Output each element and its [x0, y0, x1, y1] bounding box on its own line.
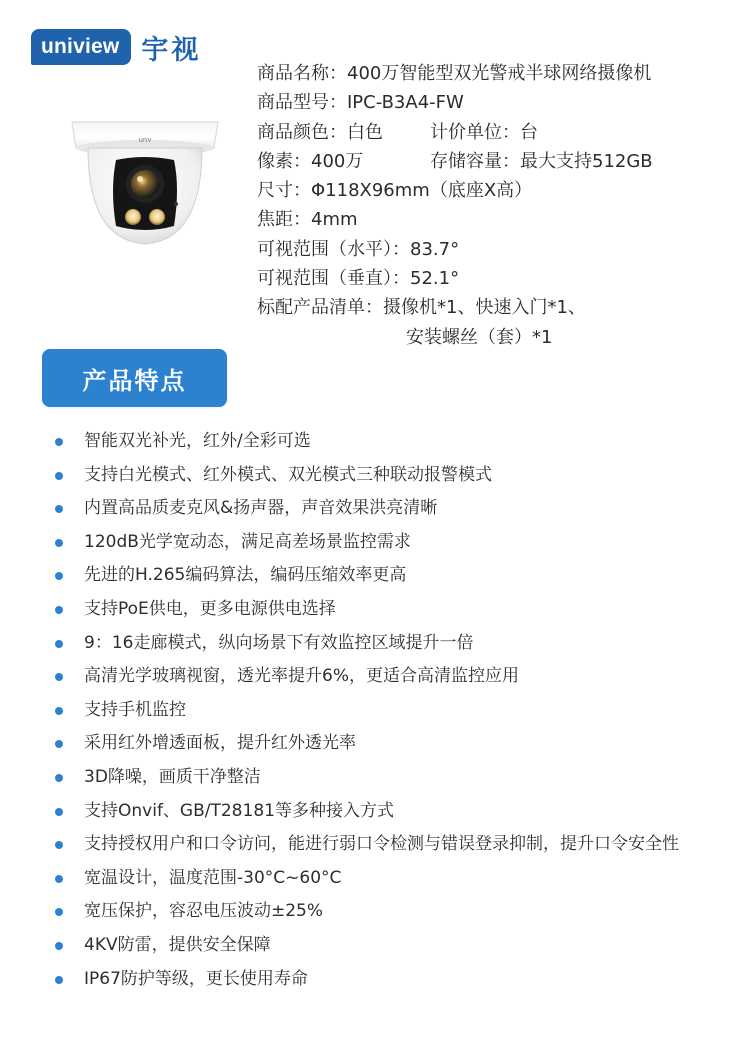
bullet-dot-icon	[55, 539, 63, 547]
feature-text: 先进的H.265编码算法，编码压缩效率更高	[84, 565, 407, 586]
feature-item	[52, 963, 722, 997]
spec-unit: 计价单位：台	[430, 121, 538, 143]
feature-text: 9：16走廊模式，纵向场景下有效监控区域提升一倍	[84, 632, 474, 653]
feature-list	[52, 425, 722, 996]
feature-item	[52, 761, 722, 795]
feature-item	[52, 795, 722, 829]
bullet-dot-icon	[55, 976, 63, 984]
bullet-dot-icon	[55, 505, 63, 513]
bullet-dot-icon	[55, 606, 63, 614]
feature-text: 支持授权用户和口令访问，能进行弱口令检测与错误登录抑制，提升口令安全性	[84, 834, 679, 855]
spec-storage: 存储容量：最大支持512GB	[430, 150, 653, 172]
bullet-dot-icon	[55, 640, 63, 648]
feature-item	[52, 627, 722, 661]
spec-package: 标配产品清单：摄像机*1、快速入门*1、	[257, 297, 586, 319]
feature-item	[52, 727, 722, 761]
brand-logo-badge: uniview	[31, 29, 131, 65]
feature-item	[52, 895, 722, 929]
feature-item	[52, 660, 722, 694]
section-title-features: 产品特点	[42, 349, 227, 407]
feature-item	[52, 459, 722, 493]
bullet-dot-icon	[55, 673, 63, 681]
feature-item	[52, 526, 722, 560]
feature-item	[52, 828, 722, 862]
bullet-dot-icon	[55, 572, 63, 580]
brand-logo	[31, 28, 201, 66]
bullet-dot-icon	[55, 875, 63, 883]
feature-text: 内置高品质麦克风&扬声器，声音效果洪亮清晰	[84, 498, 438, 519]
bullet-dot-icon	[55, 808, 63, 816]
spec-model: 商品型号：IPC-B3A4-FW	[257, 92, 464, 114]
spec-product-name: 商品名称：400万智能型双光警戒半球网络摄像机	[257, 63, 652, 84]
spec-fov-horizontal: 可视范围（水平）：83.7°	[257, 238, 460, 260]
spec-list	[257, 59, 653, 352]
feature-item	[52, 492, 722, 526]
spec-fov-vertical: 可视范围（垂直）：52.1°	[257, 268, 460, 290]
feature-text: 4KV防雷，提供安全保障	[84, 934, 271, 955]
bullet-dot-icon	[55, 908, 63, 916]
bullet-dot-icon	[55, 438, 63, 446]
feature-text: 宽温设计，温度范围-30°C~60°C	[84, 867, 342, 888]
spec-color-unit	[257, 118, 653, 147]
camera-brand-mark: unv	[138, 136, 152, 144]
camera-image	[68, 118, 222, 248]
spec-size: 尺寸：Φ118X96mm（底座X高）	[257, 180, 533, 202]
feature-text: 支持PoE供电，更多电源供电选择	[84, 598, 336, 619]
brand-logo-cn: 宇视	[141, 34, 202, 66]
spec-pixels-storage	[257, 147, 653, 176]
bullet-dot-icon	[55, 841, 63, 849]
spec-color: 商品颜色：白色	[257, 121, 383, 143]
bullet-dot-icon	[55, 707, 63, 715]
bullet-dot-icon	[55, 774, 63, 782]
spec-focal: 焦距：4mm	[257, 209, 358, 231]
feature-text: 支持白光模式、红外模式、双光模式三种联动报警模式	[84, 464, 492, 485]
feature-text: 支持Onvif、GB/T28181等多种接入方式	[84, 800, 394, 821]
feature-text: 高清光学玻璃视窗，透光率提升6%，更适合高清监控应用	[84, 666, 519, 687]
feature-text: 智能双光补光，红外/全彩可选	[84, 431, 311, 451]
spec-pixels: 像素：400万	[257, 150, 364, 172]
feature-item	[52, 559, 722, 593]
feature-text: 宽压保护，容忍电压波动±25%	[84, 901, 324, 922]
feature-item	[52, 929, 722, 963]
feature-text: 3D降噪，画质干净整洁	[84, 766, 261, 787]
feature-text: 支持手机监控	[84, 699, 186, 720]
feature-text: 采用红外增透面板，提升红外透光率	[84, 733, 356, 754]
feature-item	[52, 862, 722, 896]
feature-text: 120dB光学宽动态，满足高差场景监控需求	[84, 531, 411, 552]
feature-text: IP67防护等级，更长使用寿命	[84, 968, 308, 989]
spec-package-continued: 安装螺丝（套）*1	[406, 326, 553, 348]
bullet-dot-icon	[55, 740, 63, 748]
bullet-dot-icon	[55, 472, 63, 480]
bullet-dot-icon	[55, 942, 63, 950]
feature-item	[52, 425, 722, 459]
feature-item	[52, 694, 722, 728]
feature-item	[52, 593, 722, 627]
